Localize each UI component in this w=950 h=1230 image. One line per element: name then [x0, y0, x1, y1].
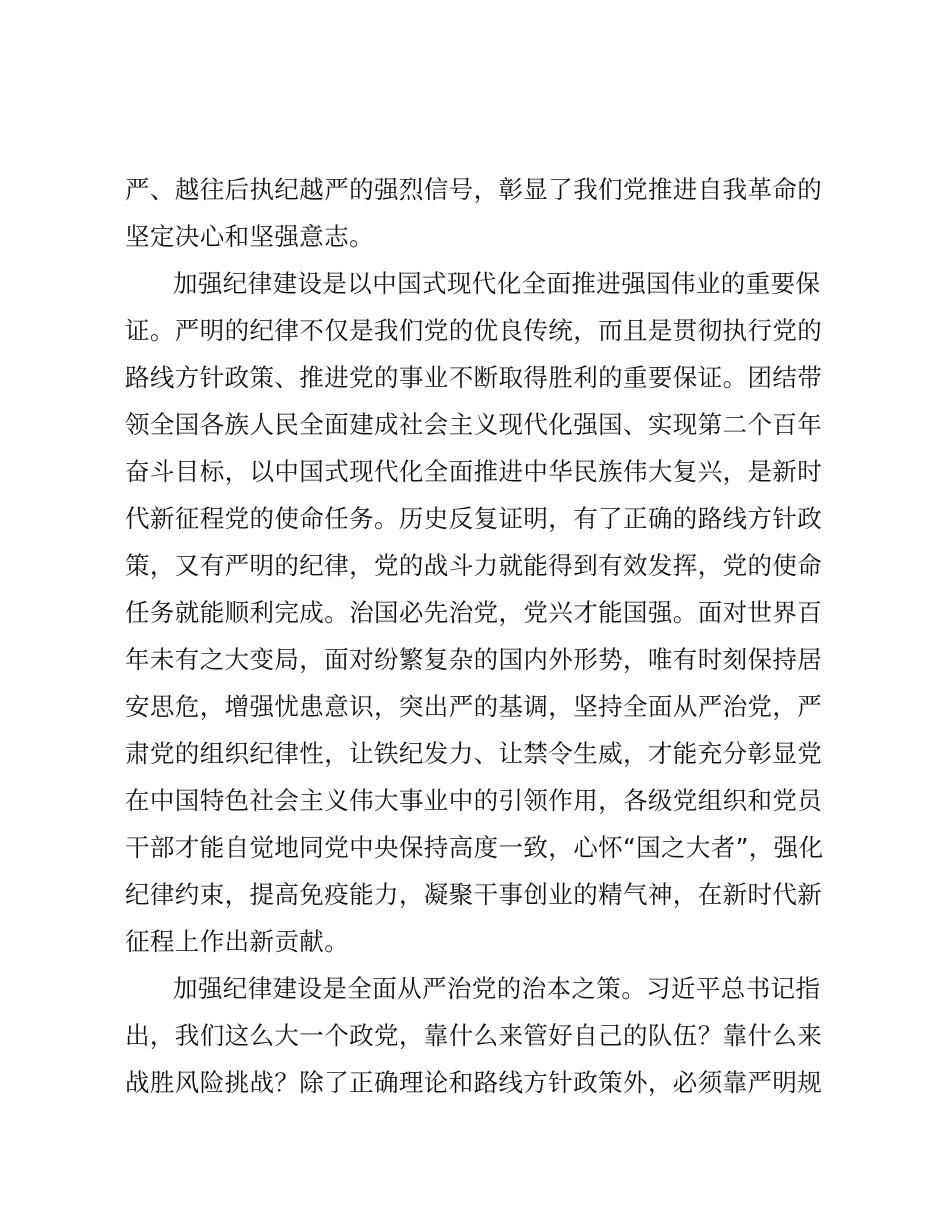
- paragraph-continuation: [125, 166, 825, 260]
- text-line: 在中国特色社会主义伟大事业中的引领作用，各级党组织和党员: [125, 786, 823, 815]
- text-line: 策，又有严明的纪律，党的战斗力就能得到有效发挥，党的使命: [125, 551, 823, 580]
- text-line: 任务就能顺利完成。治国必先治党，党兴才能国强。面对世界百: [125, 598, 823, 627]
- text-line: 干部才能自觉地同党中央保持高度一致，心怀“国之大者”，强化: [125, 833, 824, 862]
- text-line: 肃党的组织纪律性，让铁纪发力、让禁令生威，才能充分彰显党: [125, 739, 823, 768]
- text-line: 战胜风险挑战？除了正确理论和路线方针政策外，必须靠严明规: [125, 1068, 823, 1097]
- text-line: 坚定决心和坚强意志。: [125, 222, 374, 251]
- text-line: 代新征程党的使命任务。历史反复证明，有了正确的路线方针政: [125, 504, 823, 533]
- text-line: 加强纪律建设是以中国式现代化全面推进强国伟业的重要保: [173, 269, 821, 298]
- text-line: 纪律约束，提高免疫能力，凝聚干事创业的精气神，在新时代新: [125, 880, 823, 909]
- text-line: 路线方针政策、推进党的事业不断取得胜利的重要保证。团结带: [125, 363, 823, 392]
- paragraph: [125, 965, 825, 1106]
- text-line: 出，我们这么大一个政党，靠什么来管好自己的队伍？靠什么来: [125, 1021, 823, 1050]
- text-line: 征程上作出新贡献。: [125, 927, 350, 956]
- text-line: 加强纪律建设是全面从严治党的治本之策。习近平总书记指: [173, 974, 821, 1003]
- document-body: [125, 166, 825, 1106]
- text-line: 严、越往后执纪越严的强烈信号，彰显了我们党推进自我革命的: [125, 175, 823, 204]
- text-line: 证。严明的纪律不仅是我们党的优良传统，而且是贯彻执行党的: [125, 316, 823, 345]
- text-line: 年未有之大变局，面对纷繁复杂的国内外形势，唯有时刻保持居: [125, 645, 823, 674]
- paragraph: [125, 260, 825, 965]
- text-line: 奋斗目标，以中国式现代化全面推进中华民族伟大复兴，是新时: [125, 457, 823, 486]
- text-line: 安思危，增强忧患意识，突出严的基调，坚持全面从严治党，严: [125, 692, 823, 721]
- text-line: 领全国各族人民全面建成社会主义现代化强国、实现第二个百年: [125, 410, 823, 439]
